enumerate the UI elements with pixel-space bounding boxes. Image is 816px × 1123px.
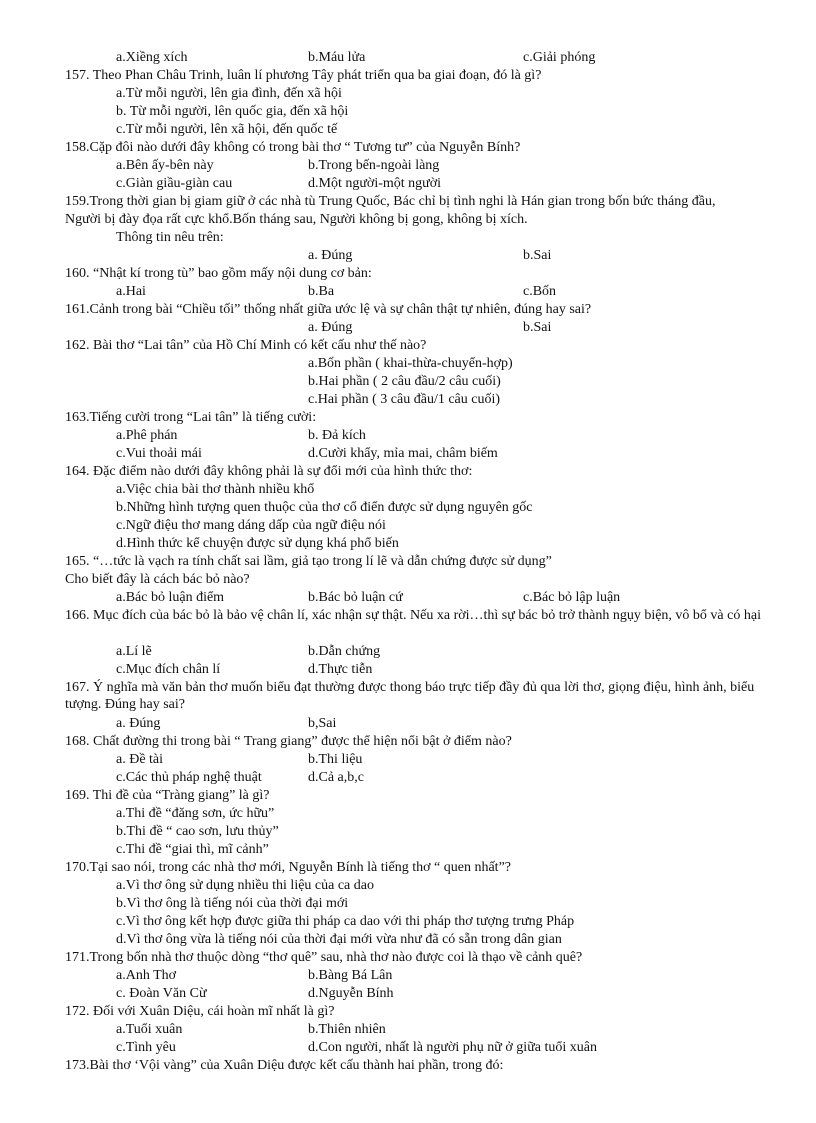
q159-option-b: b.Sai	[523, 248, 552, 263]
q163-option-b: b. Đả kích	[308, 428, 366, 443]
q168-option-c: c.Các thủ pháp nghệ thuật	[116, 770, 262, 785]
q156-option-c: c.Giải phóng	[523, 50, 596, 65]
q166-question: 166. Mục đích của bác bỏ là bảo vệ chân lí, xác nhận sự thật. Nếu xa rời…thì sự bác bỏ trở thành ngụy biện, vô bổ và có hại	[65, 608, 761, 623]
q168-option-d: d.Cả a,b,c	[308, 770, 364, 785]
q160-question: 160. “Nhật kí trong tù” bao gồm mấy nội dung cơ bản:	[65, 266, 372, 281]
q169-option-c: c.Thi đề “giai thì, mĩ cảnh”	[116, 842, 269, 857]
q163-question: 163.Tiếng cười trong “Lai tân” là tiếng cười:	[65, 410, 317, 425]
q169-option-a: a.Thi đề “đăng sơn, ức hữu”	[116, 806, 275, 821]
q159-question-line2: Người bị đày đọa rất cực khổ.Bốn tháng sau, Người không bị gong, không bị xích.	[65, 212, 528, 227]
q158-option-b: b.Trong bến-ngoài làng	[308, 158, 440, 173]
q172-option-c: c.Tình yêu	[116, 1040, 176, 1055]
q157-option-a: a.Từ mỗi người, lên gia đình, đến xã hội	[116, 86, 342, 101]
q164-option-c: c.Ngữ điệu thơ mang dáng dấp của ngữ điệu nói	[116, 518, 386, 533]
q165-option-c: c.Bác bỏ lập luận	[523, 590, 621, 605]
q167-option-a: a. Đúng	[116, 716, 161, 731]
q164-option-b: b.Những hình tượng quen thuộc của thơ cổ điển được sử dụng nguyên gốc	[116, 500, 533, 515]
q160-option-b: b.Ba	[308, 284, 335, 299]
q167-option-b: b,Sai	[308, 716, 337, 731]
q163-option-a: a.Phê phán	[116, 428, 178, 443]
q158-option-c: c.Giàn giầu-giàn cau	[116, 176, 233, 191]
q158-option-a: a.Bên ấy-bên này	[116, 158, 214, 173]
q171-option-c: c. Đoàn Văn Cừ	[116, 986, 207, 1001]
q161-question: 161.Cảnh trong bài “Chiều tối” thống nhất giữa ước lệ và sự chân thật tự nhiên, đúng hay sai?	[65, 302, 592, 317]
q172-option-b: b.Thiên nhiên	[308, 1022, 386, 1037]
q172-option-d: d.Con người, nhất là người phụ nữ ở giữa tuổi xuân	[308, 1040, 597, 1055]
q169-question: 169. Thi đề của “Tràng giang” là gì?	[65, 788, 270, 803]
q169-option-b: b.Thi đề “ cao sơn, lưu thủy”	[116, 824, 279, 839]
q162-option-a: a.Bốn phần ( khai-thừa-chuyển-hợp)	[308, 356, 513, 371]
q168-option-a: a. Đề tài	[116, 752, 164, 767]
q170-option-d: d.Vì thơ ông vừa là tiếng nói của thời đại mới vừa như đã có sẵn trong dân gian	[116, 932, 562, 947]
q161-option-a: a. Đúng	[308, 320, 353, 335]
q171-option-b: b.Bàng Bá Lân	[308, 968, 393, 983]
q167-question: 167. Ý nghĩa mà văn bản thơ muốn biểu đạt thường được thong báo trực tiếp đầy đủ qua lời thơ, giọng điệu, hình ảnh, biểu tượng. Đúng hay sai?	[65, 680, 755, 712]
q170-option-b: b.Vì thơ ông là tiếng nói của thời đại mới	[116, 896, 349, 911]
q160-option-a: a.Hai	[116, 284, 146, 299]
q156-option-b: b.Máu lửa	[308, 50, 366, 65]
q160-option-c: c.Bốn	[523, 284, 557, 299]
q173-question: 173.Bài thơ ‘Vội vàng” của Xuân Diệu được kết cấu thành hai phần, trong đó:	[65, 1058, 504, 1073]
q166-option-a: a.Lí lẽ	[116, 644, 152, 659]
q163-option-c: c.Vui thoải mái	[116, 446, 202, 461]
q157-option-c: c.Từ mỗi người, lên xã hội, đến quốc tế	[116, 122, 338, 137]
q172-question: 172. Đối với Xuân Diệu, cái hoàn mĩ nhất là gì?	[65, 1004, 335, 1019]
q172-option-a: a.Tuổi xuân	[116, 1022, 183, 1037]
q166-option-d: d.Thực tiễn	[308, 662, 373, 677]
q156-option-a: a.Xiềng xích	[116, 50, 188, 65]
q159-option-a: a. Đúng	[308, 248, 353, 263]
q168-option-b: b.Thi liệu	[308, 752, 363, 767]
q159-question-line1: 159.Trong thời gian bị giam giữ ở các nhà tù Trung Quốc, Bác chỉ bị tình nghi là Hán gian trong bốn bức tháng đầu,	[65, 194, 716, 209]
q168-question: 168. Chất đường thi trong bài “ Trang giang” được thể hiện nổi bật ở điểm nào?	[65, 734, 512, 749]
q162-option-b: b.Hai phần ( 2 câu đầu/2 câu cuối)	[308, 374, 501, 389]
q164-option-a: a.Việc chia bài thơ thành nhiều khổ	[116, 482, 315, 497]
q171-option-a: a.Anh Thơ	[116, 968, 177, 983]
q171-question: 171.Trong bốn nhà thơ thuộc dòng “thơ quê” sau, nhà thơ nào được coi là thạo về cảnh quê?	[65, 950, 583, 965]
q165-option-b: b.Bác bỏ luận cứ	[308, 590, 403, 605]
q170-question: 170.Tại sao nói, trong các nhà thơ mới, Nguyễn Bính là tiếng thơ “ quen nhất”?	[65, 860, 511, 875]
q170-option-a: a.Vì thơ ông sử dụng nhiều thi liệu của ca dao	[116, 878, 374, 893]
q158-option-d: d.Một người-một người	[308, 176, 442, 191]
q164-option-d: d.Hình thức kể chuyện được sử dụng khá phổ biến	[116, 536, 399, 551]
q165-question-line2: Cho biết đây là cách bác bỏ nào?	[65, 572, 250, 587]
q166-option-c: c.Mục đích chân lí	[116, 662, 221, 677]
q171-option-d: d.Nguyễn Bính	[308, 986, 394, 1001]
q158-question: 158.Cặp đôi nào dưới đây không có trong bài thơ “ Tương tư” của Nguyễn Bính?	[65, 140, 521, 155]
q166-option-b: b.Dẫn chứng	[308, 644, 381, 659]
q157-question: 157. Theo Phan Châu Trinh, luân lí phương Tây phát triển qua ba giai đoạn, đó là gì?	[65, 68, 542, 83]
q157-option-b: b. Từ mỗi người, lên quốc gia, đến xã hội	[116, 104, 349, 119]
q165-question-line1: 165. “…tức là vạch ra tính chất sai lầm, giả tạo trong lí lẽ và dẫn chứng được sử dụng”	[65, 554, 552, 569]
q170-option-c: c.Vì thơ ông kết hợp được giữa thi pháp ca dao với thi pháp thơ tượng trưng Pháp	[116, 914, 575, 929]
q164-question: 164. Đặc điểm nào dưới đây không phải là sự đổi mới của hình thức thơ:	[65, 464, 473, 479]
q159-prompt: Thông tin nêu trên:	[116, 230, 224, 245]
q165-option-a: a.Bác bỏ luận điểm	[116, 590, 225, 605]
q162-question: 162. Bài thơ “Lai tân” của Hồ Chí Minh có kết cấu như thế nào?	[65, 338, 427, 353]
q161-option-b: b.Sai	[523, 320, 552, 335]
q162-option-c: c.Hai phần ( 3 câu đầu/1 câu cuối)	[308, 392, 501, 407]
q163-option-d: d.Cười khẩy, mỉa mai, châm biếm	[308, 446, 498, 461]
